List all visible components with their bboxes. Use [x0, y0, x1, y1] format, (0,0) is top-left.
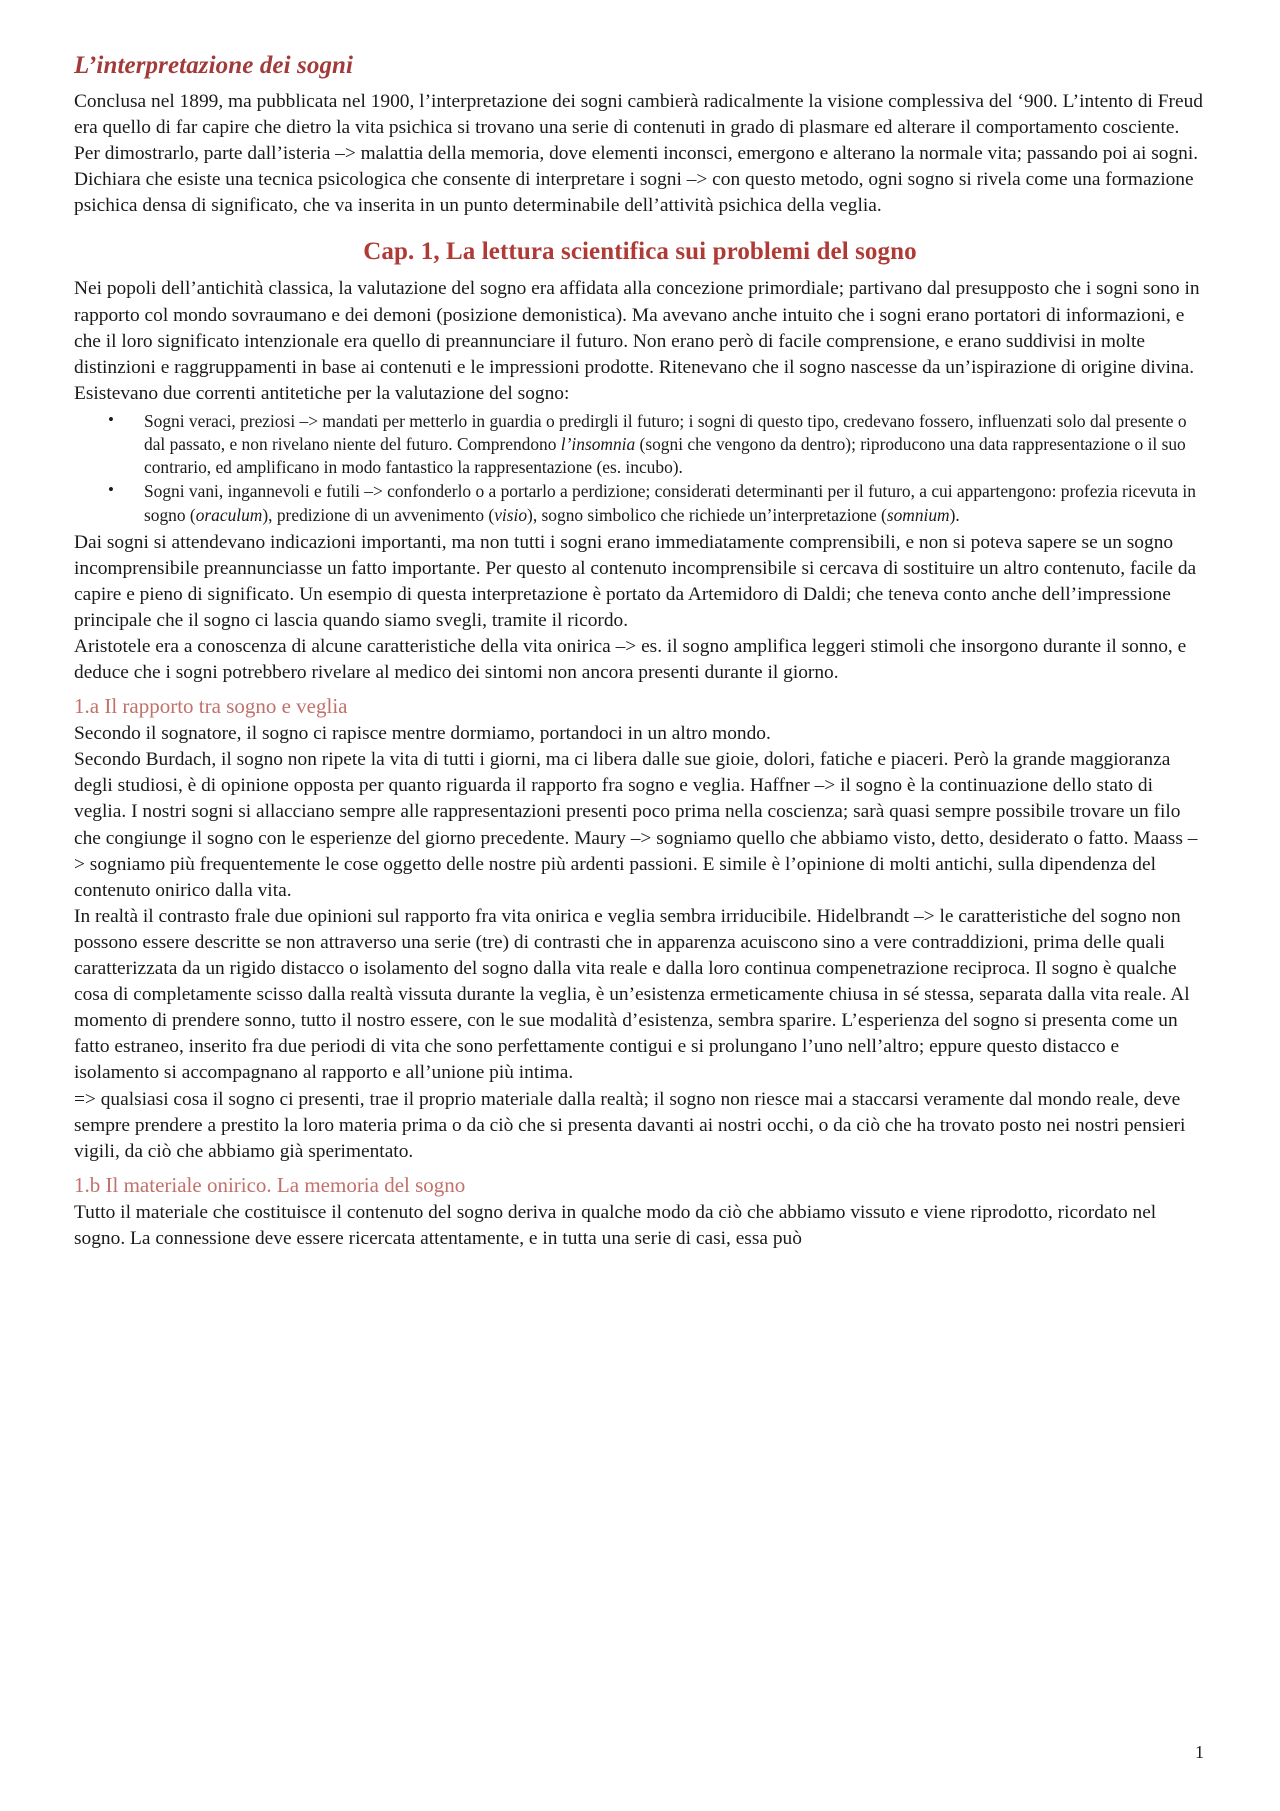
bullet-2-text-part-3: ), sogno simbolico che richiede un’interpretazione ( — [527, 504, 887, 525]
section-heading-1b: 1.b Il materiale onirico. La memoria del sogno — [74, 1172, 466, 1197]
section-1a-paragraph-2: Secondo Burdach, il sogno non ripete la vita di tutti i giorni, ma ci libera dalle sue gioie, dolori, fatiche e piaceri. Però la grande maggioranza degli studiosi, è di opinione opposta per quanto riguarda il rapporto fra sogno e veglia. Haffner –> il sogno è la continuazione dello stato di veglia. I nostri sogni si allacciano sempre alle rappresentazioni presenti poco prima nella coscienza; sarà quasi sempre possibile trovare un filo che congiunge il sogno con le esperienze del giorno precedente. Maury –> sogniamo quello che abbiamo visto, detto, desiderato o fatto. Maass –> sogniamo più frequentemente le cose oggetto delle nostre più ardenti passioni. E simile è l’opinione di molti antichi, sulla dipendenza del contenuto onirico dalla vita. — [74, 749, 1198, 901]
section-1a-paragraph-4: => qualsiasi cosa il sogno ci presenti, trae il proprio materiale dalla realtà; il sogno non riesce mai a staccarsi veramente dal mondo reale, deve sempre prendere a prestito la loro materia prima o da ciò che si presenta davanti ai nostri occhi, o da ciò che ha trovato posto nei nostri pensieri vigili, da ciò che abbiamo già sperimentato. — [74, 1088, 1186, 1162]
dream-types-list — [74, 410, 1206, 527]
bullet-2-text-part-2: ), predizione di un avvenimento ( — [262, 504, 495, 525]
bullet-2-text-part-4: ). — [949, 504, 960, 525]
chapter-paragraph: Nei popoli dell’antichità classica, la valutazione del sogno era affidata alla concezione primordiale; partivano dal presupposto che i sogni sono in rapporto col mondo sovraumano e dei demoni (posizione demonistica). Ma avevano anche intuito che i sogni erano portatori di informazioni, e che il loro significato intenzionale era quello di preannunciare il futuro. Non erano però di facile comprensione, e erano suddivisi in molte distinzioni e raggruppamenti in base ai contenuti e le impressioni prodotte. Ritenevano che il sogno nascesse da un’ispirazione di origine divina. Esistevano due correnti antitetiche per la valutazione del sogno: — [74, 278, 1200, 404]
section-1a-paragraph-3: In realtà il contrasto frale due opinioni sul rapporto fra vita onirica e veglia sembra irriducibile. Hidelbrandt –> le caratteristiche del sogno non possono essere descritte se non attraverso una serie (tre) di contrasti che in apparenza acuiscono sino a vere contraddizioni, prima delle quali caratterizzata da un rigido distacco o isolamento del sogno dalla vita reale e dalla loro continua compenetrazione reciproca. Il sogno è qualche cosa di completamente scisso dalla realtà vissuta durante la veglia, è un’esistenza ermeticamente chiusa in sé stessa, separata dalla vita reale. Al momento di prendere sonno, tutto il nostro essere, con le sue modalità d’esistenza, sembra sparire. L’esperienza del sogno si presenta come un fatto estraneo, inserito fra due periodi di vita che sono perfettamente contigui e si prolungano l’uno nell’altro; eppure questo distacco e isolamento si accompagnano al rapporto e all’unione più intima. — [74, 905, 1190, 1084]
list-item — [108, 480, 1206, 526]
chapter-heading: Cap. 1, La lettura scientifica sui problemi del sogno — [363, 238, 917, 266]
bullet-1-text-part-2: (sogni che vengono da dentro); riproducono una data rappresentazione o il suo contrario, ed amplificano in modo fantastico la rappresentazione (es. incubo). — [144, 434, 1186, 478]
section-1a-paragraph-1: Secondo il sognatore, il sogno ci rapisce mentre dormiamo, portandoci in un altro mondo. — [74, 723, 771, 745]
page-title: L’interpretazione dei sogni — [74, 52, 354, 79]
section-1b-paragraph-1: Tutto il materiale che costituisce il contenuto del sogno deriva in qualche modo da ciò che abbiamo vissuto e viene riprodotto, ricordato nel sogno. La connessione deve essere ricercata attentamente, e in tutta una serie di casi, essa può — [74, 1201, 1157, 1249]
intro-paragraph-1: Conclusa nel 1899, ma pubblicata nel 1900, l’interpretazione dei sogni cambierà radicalmente la visione complessiva del ‘900. L’intento di Freud era quello di far capire che dietro la vita psichica si trovano una serie di contenuti in grado di plasmare ed alterare il comportamento cosciente. Per dimostrarlo, parte dall’isteria –> malattia della memoria, dove elementi inconsci, emergono e alterano la normale vita; passando poi ai sogni. — [74, 91, 1204, 165]
page-number: 1 — [1195, 1742, 1204, 1762]
post-list-paragraph-1: Dai sogni si attendevano indicazioni importanti, ma non tutti i sogni erano immediatamente comprensibili, e non si poteva sapere se un sogno incomprensibile preannunciasse un fatto importante. Per questo al contenuto incomprensibile si cercava di sostituire un altro contenuto, facile da capire e pieno di significato. Un esempio di questa interpretazione è portato da Artemidoro di Daldi; che teneva conto anche dell’impressione principale che il sogno ci lascia quando siamo svegli, tramite il ricordo. — [74, 531, 1197, 631]
bullet-1-italic-1: l’insomnia — [560, 434, 636, 455]
section-heading-1a: 1.a Il rapporto tra sogno e veglia — [74, 694, 348, 719]
list-item — [108, 410, 1206, 479]
bullet-2-text-part-1: Sogni vani, ingannevoli e futili –> confonderlo o a portarlo a perdizione; considerati determinanti per il futuro, a cui appartengono: profezia ricevuta in sogno ( — [144, 481, 1196, 525]
bullet-2-italic-1: oraculum — [195, 504, 263, 525]
bullet-2-italic-3: somnium — [886, 504, 950, 525]
bullet-1-text-part-1: Sogni veraci, preziosi –> mandati per metterlo in guardia o predirgli il futuro; i sogni di questo tipo, credevano fossero, influenzati solo dal presente o dal passato, e non rivelano niente del futuro. Comprendono — [144, 410, 1187, 455]
bullet-2-italic-2: visio — [494, 504, 528, 525]
intro-paragraph-2: Dichiara che esiste una tecnica psicologica che consente di interpretare i sogni –> con questo metodo, ogni sogno si rivela come una formazione psichica densa di significato, che va inserita in un punto determinabile dell’attività psichica della veglia. — [74, 169, 1194, 217]
post-list-paragraph-2: Aristotele era a conoscenza di alcune caratteristiche della vita onirica –> es. il sogno amplifica leggeri stimoli che insorgono durante il sonno, e deduce che i sogni potrebbero rivelare al medico dei sintomi non ancora presenti durante il giorno. — [74, 636, 1187, 684]
